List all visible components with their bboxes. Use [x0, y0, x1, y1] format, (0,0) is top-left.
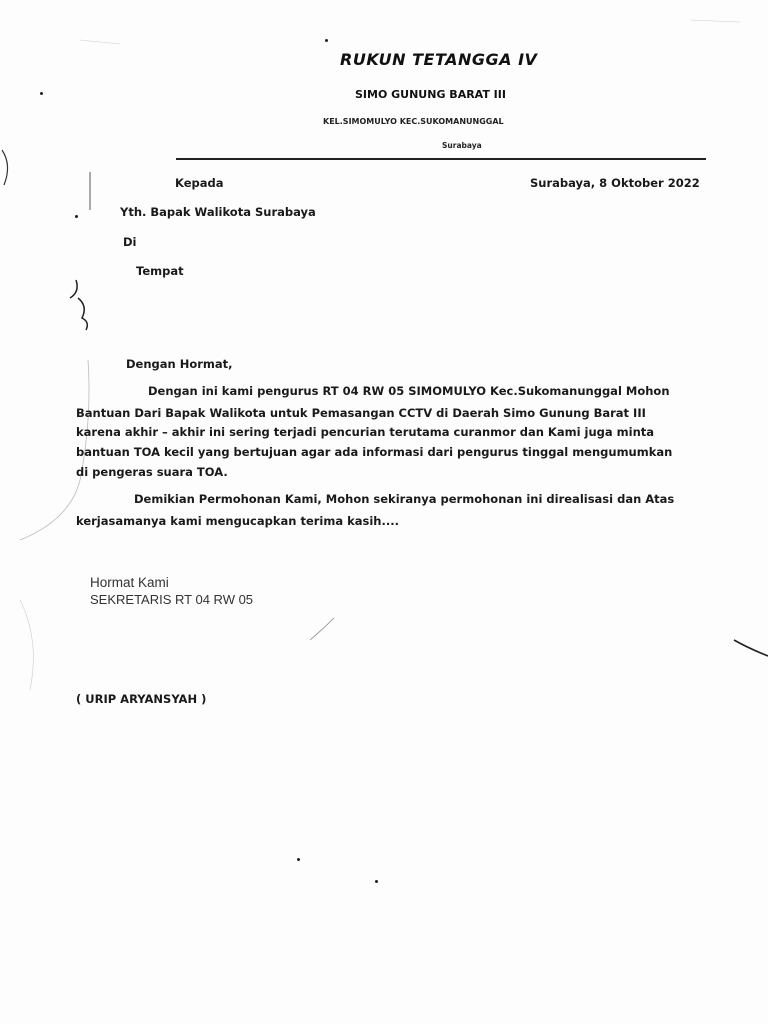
paragraph1-line: bantuan TOA kecil yang bertujuan agar ada informasi dari pengurus tinggal mengumumkan [76, 445, 673, 459]
paragraph1-line: Bantuan Dari Bapak Walikota untuk Pemasangan CCTV di Daerah Simo Gunung Barat III [76, 406, 646, 420]
letterhead-address: KEL.SIMOMULYO KEC.SUKOMANUNGGAL [323, 117, 504, 126]
di-label: Di [123, 235, 137, 249]
signatory-name: ( URIP ARYANSYAH ) [76, 692, 207, 706]
scan-dot [297, 858, 300, 861]
letterhead-organization: RUKUN TETANGGA IV [340, 50, 538, 69]
scan-dot [40, 92, 43, 95]
letter-date: Surabaya, 8 Oktober 2022 [530, 176, 700, 190]
scan-dot [375, 880, 378, 883]
tempat-label: Tempat [136, 264, 184, 278]
scan-dot [75, 215, 78, 218]
scan-dot [325, 39, 328, 42]
paragraph1-line: Dengan ini kami pengurus RT 04 RW 05 SIMOMULYO Kec.Sukomanunggal Mohon [148, 384, 670, 398]
kepada-label: Kepada [175, 176, 224, 190]
paragraph1-line: karena akhir – akhir ini sering terjadi pencurian terutama curanmor dan Kami juga minta [76, 425, 655, 439]
paragraph1-line: di pengeras suara TOA. [76, 465, 228, 479]
closing-title: SEKRETARIS RT 04 RW 05 [90, 592, 254, 607]
paragraph2-line: kerjasamanya kami mengucapkan terima kasih.... [76, 514, 399, 528]
letterhead-divider [176, 158, 706, 160]
letterhead-city: Surabaya [442, 141, 482, 150]
closing-regards: Hormat Kami [90, 575, 169, 590]
letterhead-area: SIMO GUNUNG BARAT III [355, 88, 506, 101]
salutation: Dengan Hormat, [126, 357, 233, 371]
addressee: Yth. Bapak Walikota Surabaya [120, 205, 316, 219]
paragraph2-line: Demikian Permohonan Kami, Mohon sekiranya permohonan ini direalisasi dan Atas [134, 492, 675, 506]
